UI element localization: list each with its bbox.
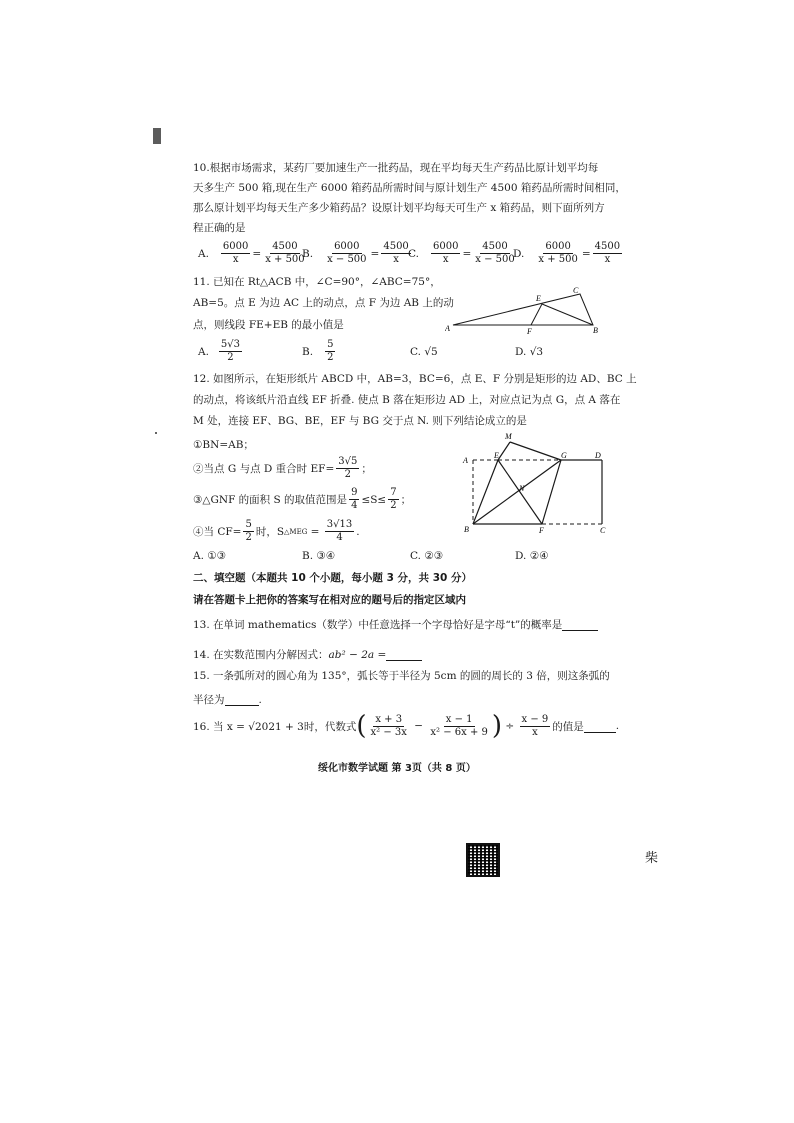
numerator: 4500 — [482, 241, 508, 252]
denominator: x — [604, 254, 611, 265]
fraction — [325, 241, 368, 266]
label-b: B — [593, 326, 598, 335]
q16 — [193, 713, 619, 739]
denominator: 4 — [336, 532, 343, 543]
q12-option-b: B. ③④ — [302, 550, 336, 562]
label-a: A — [445, 324, 450, 333]
label-d: D — [595, 451, 601, 460]
expression: ab² − 2a = — [328, 648, 387, 661]
numerator: 4500 — [272, 241, 298, 252]
question-text: 13. 在单词 mathematics（数学）中任意选择一个字母恰好是字母“t”的概率是 — [193, 619, 563, 631]
numerator: 6000 — [545, 241, 571, 252]
minus-sign: − — [410, 720, 427, 732]
question-text: 半径为 — [193, 694, 225, 706]
fraction — [428, 714, 490, 739]
option-label: B. — [302, 345, 314, 358]
option-label: B. — [302, 247, 314, 260]
label-a: A — [463, 456, 468, 465]
paren-close: ) — [491, 711, 503, 741]
q11-line1: 11. 已知在 Rt△ACB 中，∠C=90°，∠ABC=75°， — [193, 276, 441, 288]
numerator: 4500 — [594, 241, 621, 252]
statement-text: ≤S≤ — [361, 493, 387, 506]
answer-blank — [386, 648, 422, 661]
denominator: 2 — [344, 469, 351, 480]
q12-line2: 的动点，将该纸片沿直线 EF 折叠. 使点 B 落在矩形边 AD 上，对应点记为点 G，点 A 落在 — [193, 394, 621, 406]
q11-option-b — [302, 339, 337, 364]
q10-option-d — [513, 241, 624, 266]
segment-ef — [531, 304, 542, 325]
denominator: x + 500 — [538, 254, 578, 265]
segment-gf — [542, 460, 561, 524]
fraction — [221, 241, 250, 266]
label-g: G — [561, 451, 567, 460]
equals-sign: = — [462, 247, 472, 260]
divide-sign: ÷ — [502, 720, 518, 732]
option-label: C. — [408, 247, 419, 260]
section-title: 二、填空题（本题共 10 个小题，每小题 3 分，共 30 分） — [193, 572, 472, 584]
numerator: 3√13 — [326, 519, 353, 530]
fraction — [369, 714, 409, 739]
scan-dot — [155, 432, 157, 434]
statement-text: 时，S — [255, 526, 285, 538]
denominator: 2 — [227, 352, 234, 363]
answer-blank — [562, 618, 598, 631]
denominator: x + 500 — [265, 254, 305, 265]
fraction — [349, 487, 359, 512]
fraction — [381, 241, 410, 266]
q12-line3: M 处，连接 EF、BG、BE，EF 与 BG 交于点 N. 则下列结论成立的是 — [193, 415, 527, 427]
answer-blank — [225, 693, 259, 706]
q12-option-c: C. ②③ — [410, 550, 444, 562]
q11-option-c: C. √5 — [410, 346, 438, 358]
fraction — [336, 456, 359, 481]
q15-line1: 15. 一条弧所对的圆心角为 135°，弧长等于半径为 5cm 的圆的周长的 3 倍，则这条弧的 — [193, 670, 610, 682]
denominator: 2 — [327, 352, 334, 363]
option-label: A. — [198, 247, 209, 260]
q10-line1: 10.根据市场需求，某药厂要加速生产一批药品，现在平均每天生产药品比原计划平均每 — [193, 162, 599, 174]
label-f: F — [539, 526, 544, 535]
fraction — [263, 241, 306, 266]
fraction — [219, 339, 242, 364]
fraction — [431, 241, 460, 266]
corner-char: 柴 — [645, 851, 659, 866]
paren-open: ( — [356, 711, 367, 741]
q10-option-b — [302, 241, 413, 266]
fraction — [325, 339, 335, 364]
q11-option-d: D. √3 — [515, 346, 544, 358]
label-m: M — [505, 432, 512, 441]
scan-marker — [153, 128, 161, 144]
equals-sign: = — [370, 247, 380, 260]
numerator: 6000 — [334, 241, 360, 252]
option-label: D. — [513, 247, 525, 260]
numerator: 9 — [351, 487, 358, 498]
numerator: 3√5 — [338, 456, 358, 467]
q10-option-c — [408, 241, 519, 266]
statement-text: ； — [361, 463, 372, 475]
fraction — [520, 714, 551, 739]
denominator: x — [393, 254, 399, 265]
section-instruction: 请在答题卡上把你的答案写在相对应的题号后的指定区域内 — [193, 594, 466, 606]
denominator: x — [442, 254, 449, 265]
fraction — [473, 241, 516, 266]
denominator: x − 500 — [327, 254, 367, 265]
q12-option-a: A. ①③ — [193, 550, 227, 562]
statement-text: ； — [400, 494, 412, 506]
statement-text: ③△GNF 的面积 S 的取值范围是 — [193, 494, 348, 506]
q15-line2 — [193, 692, 262, 707]
segment-mg — [510, 442, 561, 460]
answer-blank — [584, 720, 616, 733]
denominator: x — [232, 254, 239, 265]
fraction — [388, 487, 398, 512]
numerator: 4500 — [383, 241, 409, 252]
qr-code-icon — [466, 843, 500, 877]
segment-bg — [473, 460, 561, 524]
statement-text: ④当 CF= — [193, 526, 242, 538]
q10-line4: 程正确的是 — [193, 222, 246, 234]
q11-line2: AB=5。点 E 为边 AC 上的动点，点 F 为边 AB 上的动 — [193, 297, 454, 309]
denominator: 4 — [351, 500, 358, 511]
fraction — [243, 519, 253, 544]
statement-text: ②当点 G 与点 D 重合时 EF= — [193, 463, 335, 475]
numerator: x − 9 — [521, 713, 549, 725]
label-e: E — [536, 294, 541, 303]
label-e: E — [494, 451, 499, 460]
question-text: 的值是 — [552, 720, 584, 733]
q12-statement-1: ①BN=AB； — [193, 439, 254, 451]
q11-line3: 点，则线段 FE+EB 的最小值是 — [193, 319, 344, 331]
denominator: x — [532, 726, 538, 738]
question-text: 16. 当 x = √2021 + 3时，代数式 — [193, 720, 357, 733]
numerator: 7 — [390, 487, 397, 498]
q12-statement-2 — [193, 456, 372, 481]
denominator: x² − 3x — [370, 726, 407, 738]
numerator: 6000 — [222, 241, 249, 252]
q10-line2: 天多生产 500 箱,现在生产 6000 箱药品所需时间与原计划生产 4500 箱药品所需时间相同， — [193, 182, 626, 194]
label-c: C — [600, 526, 606, 535]
fraction — [536, 241, 579, 266]
numerator: 5√3 — [220, 339, 241, 350]
q12-line1: 12. 如图所示，在矩形纸片 ABCD 中，AB=3，BC=6，点 E、F 分别是矩形的边 AD、BC 上 — [193, 373, 637, 385]
q14 — [193, 647, 422, 662]
q13 — [193, 617, 598, 632]
denominator: x² − 6x + 9 — [430, 726, 488, 738]
fraction — [593, 241, 622, 266]
q12-statement-3 — [193, 487, 411, 512]
numerator: x − 1 — [445, 713, 473, 725]
q10-option-a — [198, 241, 309, 266]
equals-sign: = — [581, 247, 591, 260]
fraction — [325, 519, 354, 544]
equals-sign: = — [307, 525, 323, 538]
option-label: A. — [198, 345, 209, 358]
label-c: C — [573, 287, 579, 295]
equals-sign: = — [252, 247, 262, 260]
q12-option-d: D. ②④ — [515, 550, 549, 562]
numerator: x + 3 — [375, 713, 403, 725]
triangle-acb — [453, 294, 593, 325]
question-text: 14. 在实数范围内分解因式： — [193, 649, 329, 661]
period: . — [258, 693, 262, 706]
segment-em — [498, 442, 510, 460]
label-f: F — [527, 327, 532, 335]
numerator: 5 — [245, 519, 252, 530]
numerator: 5 — [327, 339, 334, 350]
period: . — [615, 720, 620, 732]
q11-option-a — [198, 339, 244, 364]
q11-triangle-figure — [445, 287, 605, 335]
q12-rectangle-figure — [457, 432, 617, 536]
statement-text: . — [356, 525, 360, 538]
page-footer: 绥化市数学试题 第 3页（共 8 页） — [318, 763, 476, 774]
label-b: B — [464, 525, 469, 534]
denominator: 2 — [390, 500, 397, 511]
numerator: 6000 — [433, 241, 459, 252]
subscript: △MEG — [284, 527, 308, 536]
q12-statement-4 — [193, 519, 360, 544]
denominator: 2 — [245, 532, 252, 543]
denominator: x − 500 — [475, 254, 515, 265]
label-n: N — [519, 484, 525, 493]
q10-line3: 那么原计划平均每天生产多少箱药品？设原计划平均每天可生产 x 箱药品，则下面所列方 — [193, 202, 605, 214]
